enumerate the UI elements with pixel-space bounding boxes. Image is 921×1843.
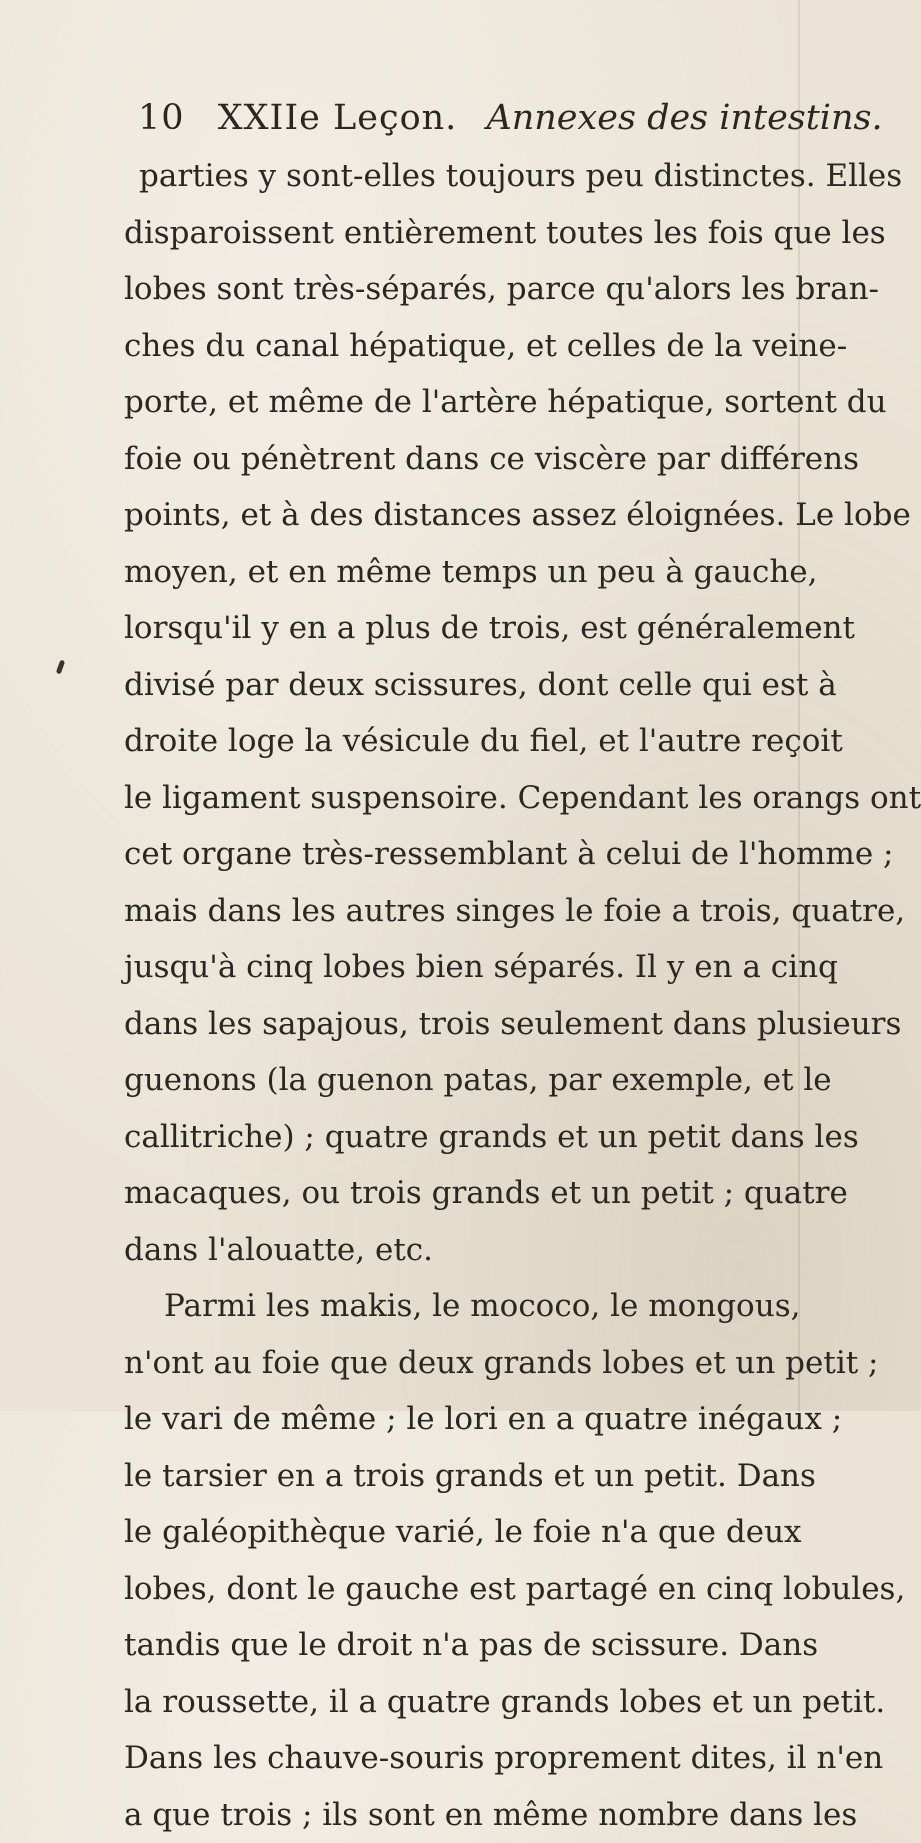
text-line: Parmi les makis, le mococo, le mongous, [124, 1278, 784, 1335]
body-text [124, 148, 784, 1843]
text-line: lorsqu'il y en a plus de trois, est généralement [124, 600, 784, 657]
text-line: guenons (la guenon patas, par exemple, et le [124, 1052, 784, 1109]
text-line: moyen, et en même temps un peu à gauche, [124, 544, 784, 601]
text-line: callitriche) ; quatre grands et un petit dans les [124, 1109, 784, 1166]
topic-heading: Annexes des intestins. [486, 88, 882, 148]
text-line: cet organe très-ressemblant à celui de l'homme ; [124, 826, 784, 883]
text-line: le ligament suspensoire. Cependant les orangs ont [124, 770, 784, 827]
text-line: ches du canal hépatique, et celles de la veine- [124, 318, 784, 375]
running-head [138, 88, 778, 148]
text-line: tandis que le droit n'a pas de scissure. Dans [124, 1617, 784, 1674]
text-line: dans l'alouatte, etc. [124, 1222, 784, 1279]
margin-ink-mark [56, 660, 65, 675]
text-line: mais dans les autres singes le foie a trois, quatre, [124, 883, 784, 940]
text-line: le vari de même ; le lori en a quatre inégaux ; [124, 1391, 784, 1448]
text-line: le tarsier en a trois grands et un petit. Dans [124, 1448, 784, 1505]
page-number: 10 [138, 88, 185, 148]
text-line: droite loge la vésicule du fiel, et l'autre reçoit [124, 713, 784, 770]
text-line: la roussette, il a quatre grands lobes et un petit. [124, 1674, 784, 1731]
text-line: porte, et même de l'artère hépatique, sortent du [124, 374, 784, 431]
text-line: parties y sont-elles toujours peu distinctes. Elles [124, 148, 784, 205]
text-line: n'ont au foie que deux grands lobes et un petit ; [124, 1335, 784, 1392]
text-line: foie ou pénètrent dans ce viscère par différens [124, 431, 784, 488]
text-line: le galéopithèque varié, le foie n'a que deux [124, 1504, 784, 1561]
text-line: lobes sont très-séparés, parce qu'alors les bran- [124, 261, 784, 318]
text-line: dans les sapajous, trois seulement dans plusieurs [124, 996, 784, 1053]
text-line: disparoissent entièrement toutes les fois que les [124, 205, 784, 262]
text-line: macaques, ou trois grands et un petit ; quatre [124, 1165, 784, 1222]
page-edge [798, 0, 800, 1411]
text-line: a que trois ; ils sont en même nombre dans les [124, 1787, 784, 1843]
text-line: Dans les chauve-souris proprement dites, il n'en [124, 1730, 784, 1787]
text-line: jusqu'à cinq lobes bien séparés. Il y en a cinq [124, 939, 784, 996]
lesson-heading: XXIIe Leçon. [218, 88, 458, 148]
text-line: points, et à des distances assez éloignées. Le lobe [124, 487, 784, 544]
text-line: lobes, dont le gauche est partagé en cinq lobules, [124, 1561, 784, 1618]
text-line: divisé par deux scissures, dont celle qui est à [124, 657, 784, 714]
